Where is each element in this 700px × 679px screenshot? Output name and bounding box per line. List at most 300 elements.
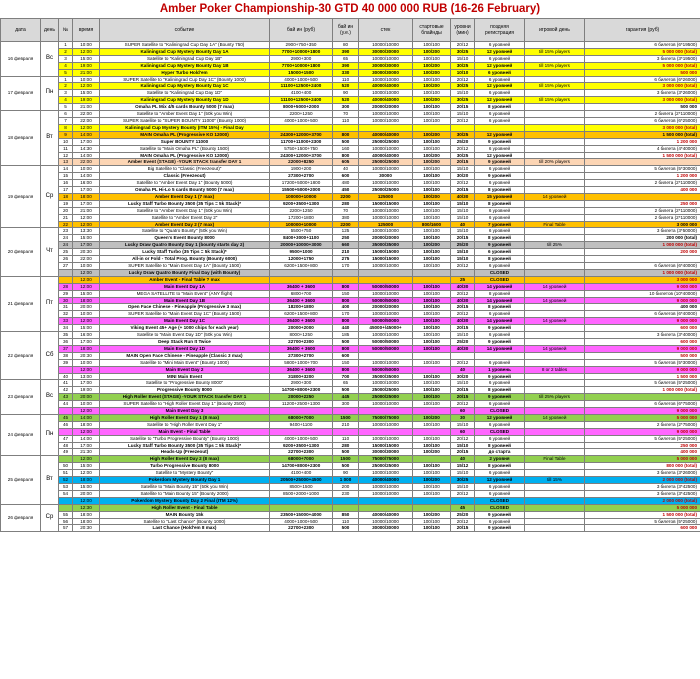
- event-name: Queen's Event Bounty 8000: [100, 235, 270, 242]
- late-registration: 6 уровней: [475, 490, 525, 497]
- event-time: 21:00: [73, 207, 100, 214]
- event-number: 54: [59, 490, 73, 497]
- event-time: 17:00: [73, 380, 100, 387]
- table-row: [1, 380, 700, 387]
- levels: 60: [451, 428, 475, 435]
- event-name: SUPER Satellite to "Kaliningrad Cup Day 1A" (Bounty 750): [100, 42, 270, 49]
- stack: 10000/10000: [359, 180, 413, 187]
- guarantee: 10 билетов (10*40000): [585, 290, 700, 297]
- stack: 45000+/45000+: [359, 325, 413, 332]
- weekday-cell: Пн: [41, 414, 59, 455]
- late-registration: 6 уровней: [475, 380, 525, 387]
- buyin-ue: 170: [333, 263, 359, 270]
- table-row: [1, 249, 700, 256]
- stack: 10000/10000: [359, 290, 413, 297]
- levels: 40/30: [451, 193, 475, 200]
- levels: [451, 497, 475, 504]
- event-time: 15:00: [73, 55, 100, 62]
- buyin-ue: 300: [333, 401, 359, 408]
- buyin-ue: 210: [333, 249, 359, 256]
- table-row: [1, 193, 700, 200]
- event-name: All-in or Fold - Total Prog. Bounty (Bounty 6000): [100, 256, 270, 263]
- game-day: till 15% players: [525, 48, 585, 55]
- event-name: High Roller Event Day 2 (8 max): [100, 456, 270, 463]
- event-number: 20: [59, 207, 73, 214]
- buyin-ue: 1500: [333, 414, 359, 421]
- stack: 35000/35000: [359, 242, 413, 249]
- levels: 20/15: [451, 387, 475, 394]
- buyin-rub: 100000+10000: [270, 193, 333, 200]
- event-number: 46: [59, 421, 73, 428]
- levels: 20/15: [451, 104, 475, 111]
- event-number: 17: [59, 187, 73, 194]
- starting-blinds: 100/100: [413, 332, 451, 339]
- event-time: 12:00: [73, 269, 100, 276]
- table-row: [1, 421, 700, 428]
- stack: 25000/25000: [359, 159, 413, 166]
- event-number: 19: [59, 200, 73, 207]
- date-cell: 18 февраля: [1, 111, 41, 166]
- event-name: Satellite to "Mini Main Event" (Bounty 1000): [100, 359, 270, 366]
- stack: 20000/20000: [359, 304, 413, 311]
- event-time: 12:00: [73, 366, 100, 373]
- buyin-rub: 8000+5000+2000: [270, 104, 333, 111]
- buyin-rub: 12000+1750: [270, 256, 333, 263]
- buyin-ue: 90: [333, 470, 359, 477]
- starting-blinds: [413, 428, 451, 435]
- table-row: [1, 332, 700, 339]
- event-number: 2: [59, 48, 73, 55]
- event-time: 18:00: [73, 511, 100, 518]
- late-registration: 14 уровней: [475, 283, 525, 290]
- buyin-rub: 36400 + 3600: [270, 366, 333, 373]
- levels: 30/25: [451, 131, 475, 138]
- column-header: стартовые блайнды: [413, 19, 451, 42]
- event-number: 48: [59, 442, 73, 449]
- buyin-rub: 36400 + 3600: [270, 318, 333, 325]
- stack: 15000/15000: [359, 442, 413, 449]
- buyin-rub: 4000+1000+500: [270, 435, 333, 442]
- table-row: [1, 338, 700, 345]
- buyin-ue: 800: [333, 318, 359, 325]
- event-number: 37: [59, 345, 73, 352]
- game-day: [525, 380, 585, 387]
- event-time: 22:00: [73, 117, 100, 124]
- event-time: 22:00: [73, 111, 100, 118]
- stack: 25000/25000: [359, 463, 413, 470]
- event-number: 2: [59, 83, 73, 90]
- buyin-rub: 14700+8000+2300: [270, 463, 333, 470]
- late-registration: 8 уровней: [475, 463, 525, 470]
- late-registration: 6 уровней: [475, 55, 525, 62]
- event-number: 5: [59, 104, 73, 111]
- late-registration: 8 уровней: [475, 235, 525, 242]
- event-time: 21:30: [73, 449, 100, 456]
- date-cell: 26 февраля: [1, 504, 41, 532]
- event-number: 49: [59, 449, 73, 456]
- guarantee: 3 000 000: [585, 221, 700, 228]
- event-time: 22:00: [73, 159, 100, 166]
- guarantee: 9 000 000: [585, 283, 700, 290]
- guarantee: 2 билета (2*110000): [585, 111, 700, 118]
- event-name: Main Event Day 1B: [100, 297, 270, 304]
- starting-blinds: 100/100: [413, 304, 451, 311]
- stack: 10000/10000: [359, 145, 413, 152]
- buyin-rub: 9200+3500+1300: [270, 200, 333, 207]
- stack: 10000/10000: [359, 90, 413, 97]
- late-registration: 6 уровней: [475, 249, 525, 256]
- date-cell: 20 февраля: [1, 228, 41, 276]
- event-name: Hyper Turbo Hold'em: [100, 69, 270, 76]
- late-registration: CLOSED: [475, 428, 525, 435]
- buyin-ue: 390: [333, 48, 359, 55]
- stack: 10000/10000: [359, 263, 413, 270]
- weekday-cell: Ср: [41, 504, 59, 532]
- starting-blinds: 100/100: [413, 394, 451, 401]
- late-registration: 12 уровней: [475, 48, 525, 55]
- table-row: [1, 90, 700, 97]
- buyin-rub: 20000+10000+3000: [270, 242, 333, 249]
- levels: 20/12: [451, 117, 475, 124]
- levels: 30/25: [451, 97, 475, 104]
- buyin-rub: 8000+1250: [270, 332, 333, 339]
- event-time: 15:00: [73, 325, 100, 332]
- guarantee: 2 билета (2*110000): [585, 207, 700, 214]
- event-time: 13:30: [73, 228, 100, 235]
- event-number: 5: [59, 69, 73, 76]
- levels: 20/15: [451, 187, 475, 194]
- levels: 40: [451, 456, 475, 463]
- buyin-ue: 200: [333, 484, 359, 491]
- levels: 15/10: [451, 484, 475, 491]
- game-day: [525, 269, 585, 276]
- guarantee: 200 000 (total): [585, 235, 700, 242]
- stack: 10000/10000: [359, 166, 413, 173]
- stack: 10000/10000: [359, 117, 413, 124]
- game-day: 14 уровней: [525, 297, 585, 304]
- table-row: [1, 235, 700, 242]
- event-number: 28: [59, 283, 73, 290]
- game-day: [525, 187, 585, 194]
- starting-blinds: [413, 456, 451, 463]
- levels: 15/10: [451, 380, 475, 387]
- date-cell: 17 февраля: [1, 76, 41, 111]
- game-day: [525, 490, 585, 497]
- levels: 20/12: [451, 145, 475, 152]
- starting-blinds: 100/100: [413, 373, 451, 380]
- guarantee: 600 000: [585, 338, 700, 345]
- late-registration: 8 уровней: [475, 187, 525, 194]
- stack: [359, 124, 413, 131]
- event-number: 51: [59, 470, 73, 477]
- late-registration: [475, 124, 525, 131]
- event-number: 32: [59, 311, 73, 318]
- event-name: Omaha PL Mix 4/5 cards Bounty 5000 (7 max): [100, 104, 270, 111]
- guarantee: 6 билетов (6*40000): [585, 311, 700, 318]
- levels: 20/15: [451, 304, 475, 311]
- event-time: 10:00: [73, 263, 100, 270]
- event-name: Lucky Draw Quatro Bounty Day 1 (bounty starts day 2): [100, 242, 270, 249]
- event-number: 43: [59, 394, 73, 401]
- levels: 20/12: [451, 42, 475, 49]
- event-number: 45: [59, 414, 73, 421]
- starting-blinds: 100/100: [413, 166, 451, 173]
- guarantee: 6 билетов (6*26000): [585, 76, 700, 83]
- event-number: 1: [59, 76, 73, 83]
- column-header: день: [41, 19, 59, 42]
- event-name: Satellite to "Amber Event Day 1" (Bounty 5000): [100, 180, 270, 187]
- starting-blinds: 100/200: [413, 193, 451, 200]
- starting-blinds: 100/100: [413, 207, 451, 214]
- event-name: Omaha PL Hi-Lo 5 cards Bounty 5000 (7 max): [100, 187, 270, 194]
- stack: 40000/40000: [359, 83, 413, 90]
- event-number: 11: [59, 145, 73, 152]
- late-registration: 9 уровней: [475, 138, 525, 145]
- event-time: 14:00: [73, 173, 100, 180]
- event-name: Satellite to "Main Omaha PL" (Bounty 1500): [100, 145, 270, 152]
- event-number: 24: [59, 235, 73, 242]
- game-day: [525, 117, 585, 124]
- guarantee: 4 билета (4*40000): [585, 145, 700, 152]
- buyin-ue: 380: [333, 214, 359, 221]
- event-time: 17:00: [73, 200, 100, 207]
- event-time: 12:00: [73, 283, 100, 290]
- guarantee: 3 билета (3*42500): [585, 490, 700, 497]
- late-registration: 8 уровней: [475, 290, 525, 297]
- starting-blinds: 100/100: [413, 138, 451, 145]
- game-day: [525, 152, 585, 159]
- event-name: SUPER Satellite to "Main Event Day 1A" (Bounty 1500): [100, 263, 270, 270]
- event-time: 18:00: [73, 297, 100, 304]
- event-number: 1: [59, 42, 73, 49]
- stack: 50000/50000: [359, 345, 413, 352]
- starting-blinds: 100/100: [413, 490, 451, 497]
- event-time: 15:00: [73, 290, 100, 297]
- buyin-ue: 280: [333, 442, 359, 449]
- buyin-rub: 8400+3000+1100: [270, 235, 333, 242]
- starting-blinds: [413, 269, 451, 276]
- starting-blinds: 100/100: [413, 117, 451, 124]
- late-registration: 8 уровней: [475, 304, 525, 311]
- buyin-ue: 70: [333, 207, 359, 214]
- event-number: [59, 428, 73, 435]
- buyin-ue: 800: [333, 366, 359, 373]
- event-number: 33: [59, 318, 73, 325]
- levels: 20/15: [451, 235, 475, 242]
- levels: 20/12: [451, 180, 475, 187]
- game-day: [525, 104, 585, 111]
- event-number: 6: [59, 111, 73, 118]
- late-registration: 6 уровней: [475, 359, 525, 366]
- stack: 125000: [359, 193, 413, 200]
- event-name: Main Event Day 1A: [100, 283, 270, 290]
- event-number: 7: [59, 117, 73, 124]
- late-registration: 9 уровней: [475, 394, 525, 401]
- event-number: 53: [59, 484, 73, 491]
- game-day: [525, 484, 585, 491]
- late-registration: 14 уровней: [475, 297, 525, 304]
- buyin-ue: 185: [333, 332, 359, 339]
- buyin-rub: 36400 + 3600: [270, 297, 333, 304]
- late-registration: 7 уровней: [475, 221, 525, 228]
- levels: [451, 269, 475, 276]
- starting-blinds: [413, 497, 451, 504]
- levels: 15/10: [451, 214, 475, 221]
- starting-blinds: 100/100: [413, 235, 451, 242]
- starting-blinds: 100/100: [413, 200, 451, 207]
- late-registration: CLOSED: [475, 497, 525, 504]
- buyin-ue: 800: [333, 152, 359, 159]
- event-number: 57: [59, 525, 73, 532]
- table-row: [1, 221, 700, 228]
- stack: 10000/10000: [359, 401, 413, 408]
- late-registration: 9 уровней: [475, 173, 525, 180]
- event-name: Kaliningrad Cup Mystery Bounty Day 1B: [100, 62, 270, 69]
- late-registration: CLOSED: [475, 408, 525, 415]
- game-day: [525, 90, 585, 97]
- buyin-rub: 7700+10000+1800: [270, 62, 333, 69]
- buyin-ue: [333, 504, 359, 511]
- guarantee: 5 000 000: [585, 504, 700, 511]
- guarantee: 2 000 000 (total): [585, 477, 700, 484]
- table-row: [1, 104, 700, 111]
- buyin-rub: 1900+200: [270, 166, 333, 173]
- buyin-rub: 100000+10000: [270, 221, 333, 228]
- guarantee: 1 000 000 (total): [585, 387, 700, 394]
- levels: 20/12: [451, 518, 475, 525]
- game-day: [525, 256, 585, 263]
- event-name: MAIN Open Face Chinese - Pineapple (Classic 3 max): [100, 352, 270, 359]
- event-number: 4: [59, 97, 73, 104]
- stack: 15000/15000: [359, 256, 413, 263]
- buyin-ue: [333, 408, 359, 415]
- guarantee: 500 000: [585, 104, 700, 111]
- event-name: Lucky Staff Turbo Bounty 3500 (35 Tips = 5k Stack)*: [100, 200, 270, 207]
- game-day: [525, 338, 585, 345]
- levels: 30/25: [451, 477, 475, 484]
- stack: 20000/20000: [359, 104, 413, 111]
- table-row: [1, 62, 700, 69]
- guarantee: 1 500 000 (total): [585, 152, 700, 159]
- event-name: Amber Event Day 1 (7 max): [100, 193, 270, 200]
- guarantee: 5 билетов (5*25000): [585, 435, 700, 442]
- levels: 15/10: [451, 470, 475, 477]
- table-row: [1, 138, 700, 145]
- event-number: 27: [59, 263, 73, 270]
- starting-blinds: 100/200: [413, 414, 451, 421]
- table-row: [1, 428, 700, 435]
- starting-blinds: 100/100: [413, 214, 451, 221]
- levels: 20/12: [451, 435, 475, 442]
- starting-blinds: 100/100: [413, 249, 451, 256]
- stack: 40000/40000: [359, 152, 413, 159]
- event-name: SUPER Satellite to "High Roller Event Day 1" (Bounty 2500): [100, 401, 270, 408]
- event-number: 39: [59, 359, 73, 366]
- starting-blinds: [413, 504, 451, 511]
- stack: 10000/10000: [359, 207, 413, 214]
- event-number: 30: [59, 297, 73, 304]
- late-registration: 8 уровней: [475, 387, 525, 394]
- starting-blinds: 100/200: [413, 48, 451, 55]
- game-day: [525, 111, 585, 118]
- table-row: [1, 228, 700, 235]
- column-header: бай ин (у.е.): [333, 19, 359, 42]
- levels: 30/25: [451, 83, 475, 90]
- event-name: MAIN Bounty 15k: [100, 511, 270, 518]
- header-row: [1, 19, 700, 42]
- stack: 25000/25000: [359, 394, 413, 401]
- game-day: [525, 166, 585, 173]
- stack: 50000/50000: [359, 366, 413, 373]
- game-day: 8 or 2 tables: [525, 366, 585, 373]
- levels: 15/10: [451, 421, 475, 428]
- guarantee: 3 000 000: [585, 276, 700, 283]
- starting-blinds: 100/100: [413, 180, 451, 187]
- starting-blinds: [413, 408, 451, 415]
- levels: 40/30: [451, 297, 475, 304]
- buyin-ue: 400: [333, 304, 359, 311]
- stack: 10000/10000: [359, 470, 413, 477]
- guarantee: 3 билета (3*26000): [585, 470, 700, 477]
- levels: 20/12: [451, 263, 475, 270]
- buyin-rub: 2200+1250: [270, 111, 333, 118]
- column-header: бай ин (руб): [270, 19, 333, 42]
- stack: 10000/10000: [359, 380, 413, 387]
- stack: 25000/25000: [359, 187, 413, 194]
- table-row: [1, 490, 700, 497]
- event-time: 12:00: [73, 221, 100, 228]
- date-cell: 25 февраля: [1, 456, 41, 504]
- game-day: [525, 511, 585, 518]
- guarantee: 3 000 000 (total): [585, 124, 700, 131]
- game-day: [525, 435, 585, 442]
- table-row: [1, 373, 700, 380]
- event-number: 10: [59, 138, 73, 145]
- buyin-ue: 450: [333, 187, 359, 194]
- event-time: 12:00: [73, 318, 100, 325]
- buyin-rub: 5750+1500+750: [270, 145, 333, 152]
- event-time: 10:00: [73, 42, 100, 49]
- game-day: [525, 207, 585, 214]
- table-row: [1, 304, 700, 311]
- starting-blinds: 100/100: [413, 290, 451, 297]
- late-registration: 6 уровней: [475, 166, 525, 173]
- event-number: 38: [59, 352, 73, 359]
- event-name: MAIN Omaha PL (Progressive KO 12000): [100, 131, 270, 138]
- event-name: Turbo Progressive Bounty 8000: [100, 463, 270, 470]
- buyin-rub: 31800+3200: [270, 373, 333, 380]
- event-name: High Roller Event - Final Table: [100, 504, 270, 511]
- guarantee: 3 билета (3*19500): [585, 55, 700, 62]
- buyin-rub: 6800+700: [270, 290, 333, 297]
- game-day: [525, 131, 585, 138]
- buyin-ue: [333, 269, 359, 276]
- event-time: 20:30: [73, 525, 100, 532]
- column-header: поздняя регистрация: [475, 19, 525, 42]
- stack: [359, 269, 413, 276]
- game-day: [525, 463, 585, 470]
- event-name: Big Satellite to "Classic (Freezeout)": [100, 166, 270, 173]
- starting-blinds: 100/100: [413, 421, 451, 428]
- buyin-rub: 17200+1800: [270, 214, 333, 221]
- game-day: [525, 200, 585, 207]
- event-time: 14:00: [73, 131, 100, 138]
- buyin-ue: 445: [333, 394, 359, 401]
- table-row: [1, 173, 700, 180]
- buyin-rub: 14700+8000+2300: [270, 387, 333, 394]
- guarantee: 1 200 000: [585, 173, 700, 180]
- stack: 30000/30000: [359, 62, 413, 69]
